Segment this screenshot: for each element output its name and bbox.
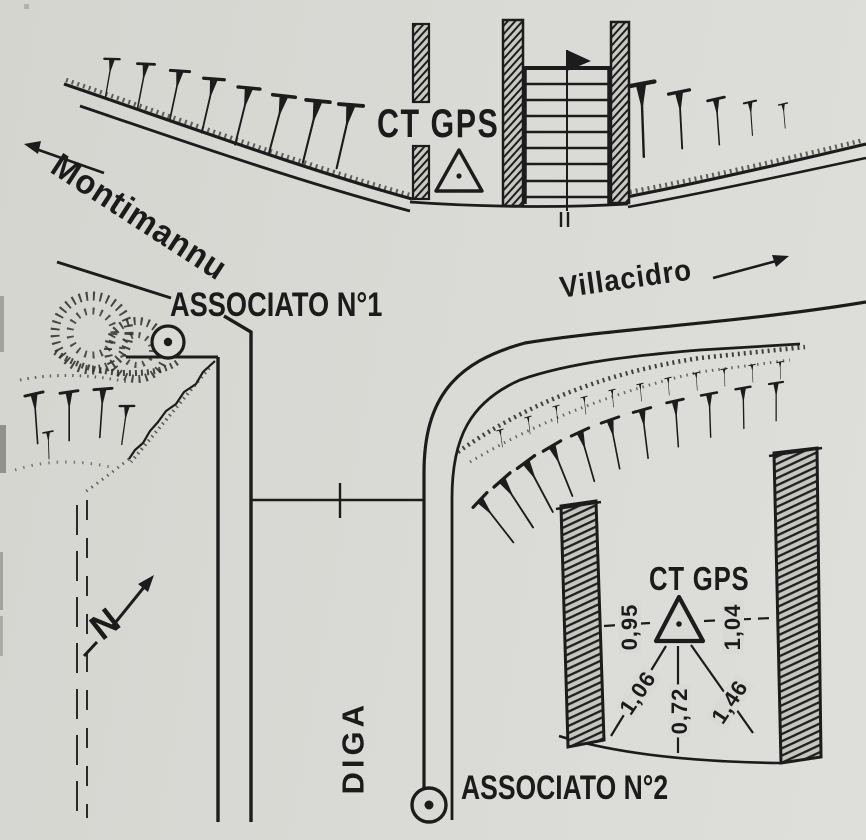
triangle-icon xyxy=(436,150,482,191)
villacidro-label: Villacidro xyxy=(557,253,694,305)
associato-1-label: ASSOCIATO N°1 xyxy=(170,286,383,324)
associato-2-label: ASSOCIATO N°2 xyxy=(461,769,669,807)
embankment-right xyxy=(471,361,784,548)
ct-gps-top-label: CT GPS xyxy=(377,102,500,146)
track-crossing xyxy=(252,483,424,518)
triangle-icon xyxy=(656,597,703,641)
arrow-head-icon xyxy=(24,141,41,154)
bridge-wall-right xyxy=(611,22,629,203)
ct-gps-top-marker xyxy=(436,150,482,191)
escarpment-top-right xyxy=(627,82,789,158)
ct-gps-lower-label: CT GPS xyxy=(649,560,750,597)
slope-left xyxy=(15,361,215,492)
ct-gps-lower-marker xyxy=(656,597,703,641)
stream-dashed xyxy=(77,500,87,818)
measurement-lower-vertical: 0,72 xyxy=(669,685,691,738)
bridge-wall-left xyxy=(503,20,523,206)
diga-label: DIGA xyxy=(335,701,371,795)
vegetation-stipple-band xyxy=(458,347,805,452)
measurement-left-horizontal: 0,95 xyxy=(619,601,641,654)
measurement-right-horizontal: 1,04 xyxy=(722,601,744,654)
bridge-structure xyxy=(503,20,629,227)
scan-artifacts xyxy=(0,4,29,656)
arrow-head-icon xyxy=(772,255,789,267)
pole-base-ticks xyxy=(561,212,568,227)
associato-1-marker xyxy=(152,326,184,358)
escarpment-top-left xyxy=(98,57,364,171)
retaining-wall-right xyxy=(774,448,821,763)
retaining-wall-left xyxy=(561,501,604,747)
villacidro-arrow xyxy=(713,255,789,278)
measurement-lower-right-diagonal: 1,46 xyxy=(706,675,754,729)
measurement-lower-left-diagonal: 1,06 xyxy=(614,666,662,720)
associato-2-marker xyxy=(412,788,446,822)
montimannu-label: Montimannu xyxy=(44,146,235,288)
north-label: N xyxy=(81,599,128,648)
